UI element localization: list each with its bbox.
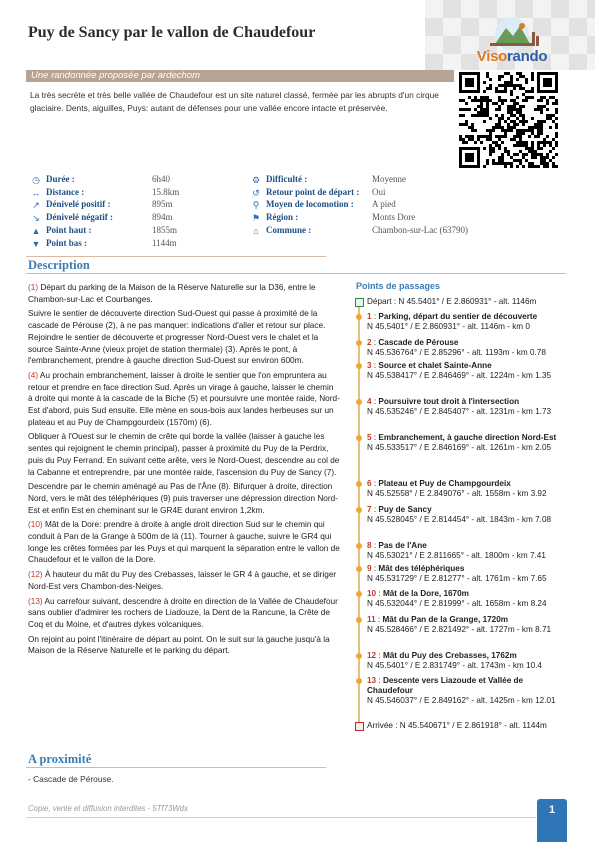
- spec-label: Moyen de locomotion :: [266, 199, 354, 210]
- waypoint-label: 9 : Mât des téléphériques N 45.531729° / E 2.81277° - alt. 1761m - km 7.65: [367, 564, 547, 584]
- waypoint-number: 5: [367, 433, 372, 442]
- spec-label: Distance :: [46, 186, 85, 197]
- spec-value: Chambon-sur-Lac (63790): [372, 224, 469, 235]
- description-paragraph: [28, 370, 340, 429]
- difficulty-icon: ⚙: [251, 175, 261, 185]
- proximite-text: - Cascade de Pérouse.: [28, 774, 114, 784]
- waypoint-label: 13 : Descente vers Liazoude et Vallée de Chaudefour N 45.546037° / E 2.849162° - alt. 1425m - km 12.01: [367, 676, 556, 706]
- waypoint-name: Plateau et Puy de Champgourdeix: [378, 479, 511, 488]
- waypoint-coords: N 45.546037° / E 2.849162° - alt. 1425m - km 12.01: [367, 696, 556, 706]
- waypoint-1: [356, 312, 570, 332]
- waypoint-marker-icon: [356, 435, 362, 441]
- waypoint-9: [356, 564, 570, 584]
- waypoint-marker-icon: [356, 653, 362, 659]
- paragraph-text: Départ du parking de la Maison de la Réserve Naturelle sur la D36, entre le Chambon-sur-Lac et Courbanges.: [28, 283, 316, 304]
- waypoint-marker-icon: [356, 507, 362, 513]
- waypoint-marker-icon: [356, 617, 362, 623]
- waypoint-marker-icon: [356, 481, 362, 487]
- waypoint-marker-icon: [356, 566, 362, 572]
- waypoint-number: 3: [367, 361, 372, 370]
- spec-value: Moyenne: [372, 174, 406, 184]
- description-paragraph: [28, 569, 340, 592]
- spec-label: Difficulté :: [266, 174, 308, 184]
- waypoint-6: [356, 479, 570, 499]
- description-paragraph: [28, 282, 340, 305]
- town-hall-icon: ⌂: [253, 225, 259, 236]
- paragraph-text: Descendre par le chemin aménagé au Pas de l'Âne (8). Bifurquer à droite, direction Nord, vers le mât des téléphériques (9) puis traverser une dépression direction Nord-Est et enfin Est en cheminant sur le GR4E durant environ 1,2km.: [28, 482, 338, 515]
- waypoint-marker-icon: [356, 591, 362, 597]
- waypoint-marker-icon: [356, 399, 362, 405]
- waypoint-marker-icon: [356, 363, 362, 369]
- waypoint-2: [356, 338, 570, 358]
- waypoint-label: 7 : Puy de Sancy N 45.528045° / E 2.814454° - alt. 1843m - km 7.08: [367, 505, 552, 525]
- waypoint-coords: N 45.5401° / E 2.860931° - alt. 1146m: [398, 297, 537, 306]
- points-title: Points de passages: [356, 281, 441, 291]
- waypoint-label: 2 : Cascade de Pérouse N 45.536764° / E 2.85296° - alt. 1193m - km 0.78: [367, 338, 546, 358]
- description-paragraph: [28, 481, 340, 516]
- waypoint-number: 1: [367, 312, 372, 321]
- waypoint-number: 10: [367, 589, 377, 598]
- paragraph-text: Au carrefour suivant, descendre à droite en direction de la Vallée de Chaudefour sans oublier d'admirer les rochers de Liadouze, la Dent de la Rancune, la Crête de Coq et du Moine, et d'autres dykes volcaniques.: [28, 596, 338, 629]
- waypoint-10: [356, 589, 570, 609]
- waypoint-label: 10 : Mât de la Dore, 1670m N 45.532044° / E 2.81999° - alt. 1658m - km 8.24: [367, 589, 547, 609]
- waypoint-coords: N 45.528045° / E 2.814454° - alt. 1843m - km 7.08: [367, 515, 552, 525]
- clock-icon: ◷: [32, 175, 40, 185]
- intro-text: La très secrète et très belle vallée de Chaudefour est un site naturel classé, fermée par les abrupts d'un cirque glaciaire. Dents, aiguilles, Puys: autant de défenses pour une vallée encore intacte et préservée.: [30, 90, 439, 113]
- step-number: (1): [28, 283, 39, 292]
- spec-label: Dénivelé positif :: [46, 199, 111, 210]
- waypoint-label: 3 : Source et chalet Sainte-Anne N 45.538417° / E 2.846469° - alt. 1224m - km 1.35: [367, 361, 552, 381]
- waypoint-name: Mât du Pan de la Grange, 1720m: [382, 615, 509, 624]
- waypoint-label: [356, 297, 570, 307]
- waypoint-name: Parking, départ du sentier de découverte: [378, 312, 538, 321]
- copyright-note: Copie, vente et diffusion interdites - 5Tf73Wdx: [28, 804, 188, 813]
- waypoint-coords: N 45.53021° / E 2.811665° - alt. 1800m - km 7.41: [367, 551, 546, 561]
- waypoint-name: Embranchement, à gauche direction Nord-Est: [378, 433, 557, 442]
- region-icon: ⚑: [251, 213, 261, 224]
- paragraph-text: Mât de la Dore: prendre à droite à angle droit direction Sud sur le chemin qui conduit à Pan de la Grange à 500m de là (11). Tourner à gauche, suivre le GR4 qui longe les crêtes formées par les Puys et qui marquent la séparation entre le vallon de Chaudefour et le vallon de la Dore.: [28, 520, 340, 565]
- step-number: (10): [28, 520, 43, 530]
- waypoint-coords: N 45.533517° / E 2.846169° - alt. 1261m - km 2.05: [367, 443, 552, 453]
- waypoint-label: 12 : Mât du Puy des Crebasses, 1762m N 45.5401° / E 2.831749° - alt. 1743m - km 10.4: [367, 651, 542, 671]
- waypoint-number: 12: [367, 651, 377, 660]
- return-icon: ↺: [252, 187, 260, 198]
- divider: [26, 256, 326, 257]
- finish-flag-icon: [355, 722, 364, 731]
- waypoint-label: 6 : Plateau et Puy de Champgourdeix N 45.52558° / E 2.849076° - alt. 1558m - km 3.92: [367, 479, 547, 499]
- waypoint-number: 4: [367, 397, 372, 406]
- low-point-icon: ▼: [31, 238, 41, 249]
- waypoint-label: 5 : Embranchement, à gauche direction Nord-Est N 45.533517° / E 2.846169° - alt. 1261m - km 2.05: [367, 433, 557, 453]
- spec-label: Point bas :: [46, 237, 88, 248]
- waypoint-name: Arrivée :: [367, 721, 400, 730]
- waypoint-label: 4 : Poursuivre tout droit à l'intersection N 45.535246° / E 2.845407° - alt. 1231m - km 1.73: [367, 397, 552, 417]
- waypoint-coords: N 45.538417° / E 2.846469° - alt. 1224m - km 1.35: [367, 371, 552, 381]
- waypoint-name: Poursuivre tout droit à l'intersection: [378, 397, 520, 406]
- description-body: [28, 282, 340, 660]
- waypoint-label: 8 : Pas de l'Ane N 45.53021° / E 2.811665° - alt. 1800m - km 7.41: [367, 541, 546, 561]
- description-paragraph: [28, 308, 340, 367]
- step-number: (4): [28, 370, 39, 380]
- paragraph-text: On rejoint au point l'itinéraire de départ au point. On le suit sur la gauche jusqu'à la Maison de la Réserve Naturelle et le parking du départ.: [28, 634, 330, 656]
- divider: [26, 767, 326, 768]
- high-point-icon: ▲: [31, 225, 41, 236]
- spec-label: Commune :: [266, 224, 312, 235]
- page-number: 1: [537, 799, 567, 842]
- waypoint-number: 13: [367, 676, 377, 685]
- waypoint-3: [356, 361, 570, 381]
- spec-value: 1144m: [152, 237, 177, 248]
- spec-value: Oui: [372, 186, 386, 197]
- logo-wordmark: Visorando: [476, 48, 548, 65]
- spec-value: 6h40: [152, 174, 170, 184]
- waypoint-end: [356, 721, 570, 731]
- logo-landscape-icon: [470, 14, 554, 50]
- waypoint-7: [356, 505, 570, 525]
- ascent-icon: ↗: [32, 200, 40, 211]
- waypoint-number: 6: [367, 479, 372, 488]
- waypoint-coords: N 45.540671° / E 2.861918° - alt. 1144m: [399, 721, 547, 730]
- paragraph-text: Au prochain embranchement, laisser à droite le sentier que l'on empruntera au retour et prendre en face direction Sud. Après un virage à gauche, laisser le chemin à droite qui monte à la cascade de la Biche (5) et poursuivre une montée raide, Nord-Est d'abord, puis Sud ensuite. Elle mène en sous-bois aux landes herbeuses sur un plateau et au Puy de Champgourdeix (1570m) (6).: [28, 370, 340, 427]
- waypoint-name: Mât des téléphériques: [378, 564, 465, 573]
- paragraph-text: Obliquer à l'Ouest sur le chemin de crête qui borde la vallée (laisser à gauche les sentes qui rejoignent le chemin principal), passer à proximité du Puy de la Perdrix, puis du Puy Ferrand. En suivant cette arête, vers le Nord-Ouest, descendre au col de la Cabanne et entreprendre, par une montée raide, l'ascension du Puy de Sancy (7).: [28, 432, 340, 477]
- description-paragraph: [28, 634, 340, 657]
- spec-value: A pied: [372, 199, 396, 210]
- waypoint-name: Puy de Sancy: [378, 505, 432, 514]
- waypoint-number: 9: [367, 564, 372, 573]
- spec-value: 894m: [152, 212, 173, 223]
- walker-icon: ⚲: [252, 200, 260, 211]
- qr-code[interactable]: [459, 72, 558, 168]
- step-number: (13): [28, 596, 43, 606]
- spec-label: Durée :: [46, 174, 75, 184]
- description-paragraph: [28, 596, 340, 631]
- description-title: Description: [28, 258, 90, 272]
- waypoint-coords: N 45.52558° / E 2.849076° - alt. 1558m - km 3.92: [367, 489, 547, 499]
- proximite-title: A proximité: [28, 752, 92, 766]
- spec-value: 15.8km: [152, 186, 180, 197]
- waypoint-4: [356, 397, 570, 417]
- waypoint-5: [356, 433, 570, 453]
- visorando-logo: [470, 14, 554, 68]
- spec-label: Point haut :: [46, 224, 92, 235]
- subtitle-banner: Une randonnée proposée par ardechom: [26, 70, 454, 82]
- waypoint-name: Descente vers Liazoude et Vallée de Chaudefour: [367, 676, 524, 696]
- waypoint-start: [356, 297, 570, 307]
- waypoint-8: [356, 541, 570, 561]
- waypoint-marker-icon: [356, 543, 362, 549]
- waypoint-coords: N 45.528466° / E 2.821492° - alt. 1727m - km 8.71: [367, 625, 552, 635]
- waypoint-13: [356, 676, 570, 707]
- description-paragraph: [28, 431, 340, 478]
- waypoint-coords: N 45.5401° / E 2.831749° - alt. 1743m - km 10.4: [367, 661, 542, 671]
- start-flag-icon: [355, 298, 364, 307]
- waypoint-number: 2: [367, 338, 372, 347]
- spec-label: Région :: [266, 212, 299, 223]
- step-number: (12): [28, 570, 43, 580]
- waypoint-11: [356, 615, 570, 635]
- waypoint-coords: N 45.5401° / E 2.860931° - alt. 1146m - km 0: [367, 322, 530, 332]
- description-paragraph: [28, 519, 340, 566]
- waypoint-name: Mât du Puy des Crebasses, 1762m: [382, 651, 517, 660]
- page-title: Puy de Sancy par le vallon de Chaudefour: [28, 24, 316, 41]
- paragraph-text: À hauteur du mât du Puy des Crebasses, laisser le GR 4 à gauche, et se diriger Nord-Est vers Chambon-des-Neiges.: [28, 570, 337, 591]
- waypoint-number: 7: [367, 505, 372, 514]
- waypoint-label: 11 : Mât du Pan de la Grange, 1720m N 45.528466° / E 2.821492° - alt. 1727m - km 8.71: [367, 615, 552, 635]
- waypoint-12: [356, 651, 570, 671]
- spec-value: Monts Dore: [372, 212, 416, 223]
- spec-label: Dénivelé négatif :: [46, 212, 113, 223]
- waypoint-name: Source et chalet Sainte-Anne: [378, 361, 492, 370]
- waypoint-coords: N 45.536764° / E 2.85296° - alt. 1193m - km 0.78: [367, 348, 546, 358]
- waypoint-label: 1 : Parking, départ du sentier de découverte N 45.5401° / E 2.860931° - alt. 1146m - km 0: [367, 312, 538, 332]
- waypoint-marker-icon: [356, 678, 362, 684]
- waypoint-label: [356, 721, 570, 731]
- distance-icon: ↔: [31, 187, 41, 198]
- waypoint-name: Pas de l'Ane: [378, 541, 427, 550]
- waypoint-number: 11: [367, 615, 376, 624]
- spec-label: Retour point de départ :: [266, 186, 360, 197]
- paragraph-text: Suivre le sentier de découverte direction Sud-Ouest qui passe à proximité de la cascade de Pérouse (2), à ne pas manquer: indications d'aller et retour sur place. Rejoindre le sentier de découverte et progresser Nord-Ouest vers le chalet et la source Sainte-Anne (vieux projet de station thermale) (3). Après le pont, à l'embranchement, prendre à gauche direction Sud-Ouest sur environ 600m.: [28, 309, 326, 366]
- waypoint-marker-icon: [356, 340, 362, 346]
- waypoint-coords: N 45.535246° / E 2.845407° - alt. 1231m - km 1.73: [367, 407, 552, 417]
- waypoint-marker-icon: [356, 314, 362, 320]
- spec-value: 1855m: [152, 224, 178, 235]
- descent-icon: ↘: [32, 213, 40, 224]
- footer-divider: [26, 817, 536, 818]
- divider: [26, 273, 566, 274]
- waypoint-coords: N 45.531729° / E 2.81277° - alt. 1761m - km 7.65: [367, 574, 547, 584]
- waypoint-name: Départ :: [367, 297, 399, 306]
- waypoint-name: Mât de la Dore, 1670m: [382, 589, 469, 598]
- spec-value: 895m: [152, 199, 173, 210]
- waypoint-number: 8: [367, 541, 372, 550]
- waypoint-coords: N 45.532044° / E 2.81999° - alt. 1658m - km 8.24: [367, 599, 547, 609]
- waypoint-name: Cascade de Pérouse: [378, 338, 459, 347]
